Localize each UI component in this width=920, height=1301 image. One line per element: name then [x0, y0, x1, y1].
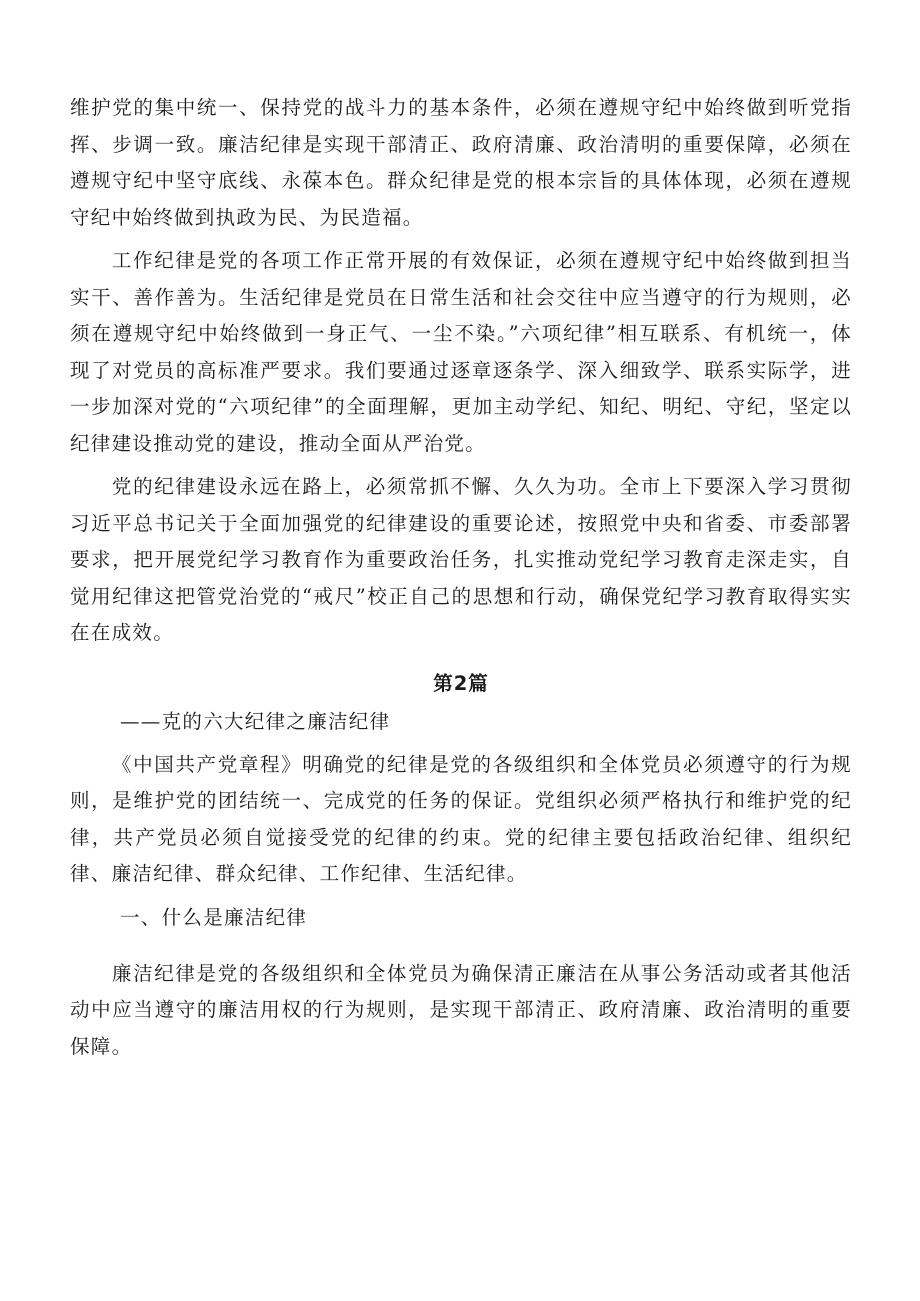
paragraph-discipline-building: 党的纪律建设永远在路上，必须常抓不懈、久久为功。全市上下要深入学习贯彻习近平总书记关于全面加强党的纪律建设的重要论述，按照党中央和省委、市委部署要求，把开展党纪学习教育作为重要政治任务，扎实推动党纪学习教育走深走实，自觉用纪律这把管党治党的“戒尺”校正自己的思想和行动，确保党纪学习教育取得实实在在成效。 [70, 475, 852, 644]
paragraph-integrity-definition: 廉洁纪律是党的各级组织和全体党员为确保清正廉洁在从事公务活动或者其他活动中应当遵守的廉洁用权的行为规则，是实现干部清正、政府清廉、政治清明的重要保障。 [70, 961, 852, 1058]
paragraph-work-discipline: 工作纪律是党的各项工作正常开展的有效保证，必须在遵规守纪中始终做到担当实干、善作善为。生活纪律是党员在日常生活和社会交往中应当遵守的行为规则，必须在遵规守纪中始终做到一身正气、一尘不染。”六项纪律”相互联系、有机统一，体现了对党员的高标准严要求。我们要通过逐章逐条学、深入细致学、联系实际学，进一步加深对党的“六项纪律”的全面理解，更加主动学纪、知纪、明纪、守纪，坚定以纪律建设推动党的建设，推动全面从严治党。 [70, 249, 852, 455]
section-title-integrity: 一、什么是廉洁纪律 [120, 905, 308, 929]
paragraph-continuation: 维护党的集中统一、保持党的战斗力的基本条件，必须在遵规守纪中始终做到听党指挥、步调一致。廉洁纪律是实现干部清正、政府清廉、政治清明的重要保障，必须在遵规守纪中坚守底线、永葆本色。群众纪律是党的根本宗旨的具体体现，必须在遵规守纪中始终做到执政为民、为民造福。 [70, 96, 852, 229]
part2-subtitle: ——克的六大纪律之廉洁纪律 [120, 709, 391, 733]
part2-heading: 第2篇 [433, 671, 489, 695]
paragraph-party-constitution: 《中国共产党章程》明确党的纪律是党的各级组织和全体党员必须遵守的行为规则，是维护党的团结统一、完成党的任务的保证。党组织必须严格执行和维护党的纪律，共产党员必须自觉接受党的纪律的约束。党的纪律主要包括政治纪律、组织纪律、廉洁纪律、群众纪律、工作纪律、生活纪律。 [70, 752, 852, 885]
document-page [70, 90, 852, 1065]
